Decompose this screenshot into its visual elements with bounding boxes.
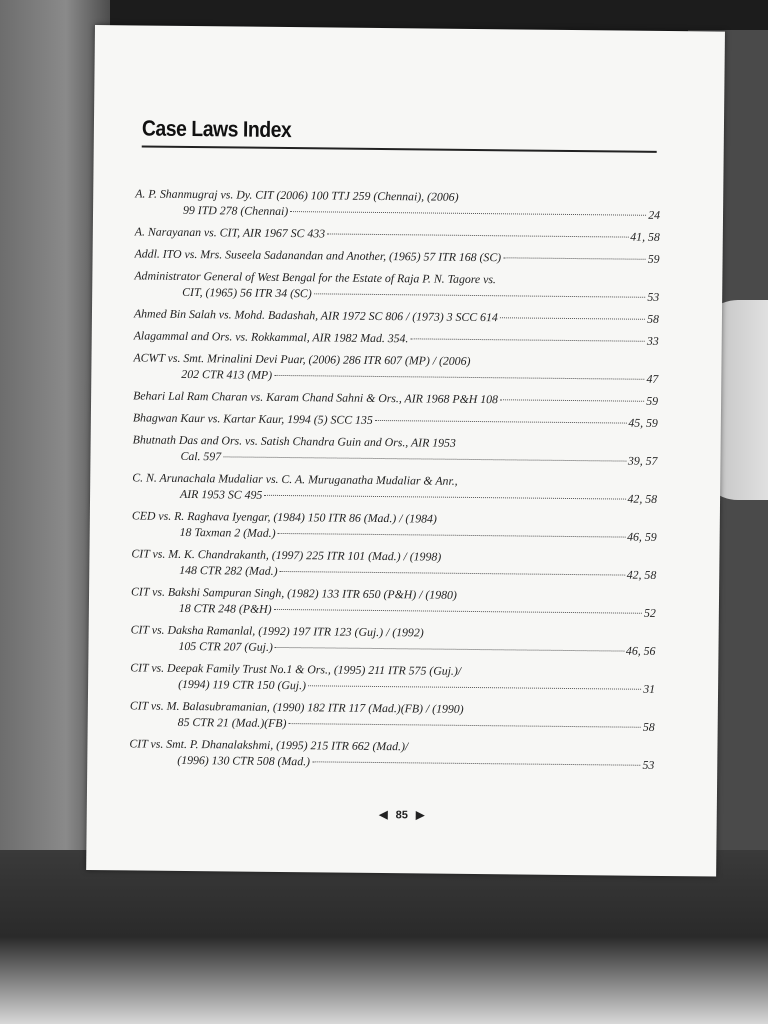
case-list	[129, 185, 660, 778]
case-entry	[134, 267, 659, 304]
case-entry	[131, 545, 656, 582]
case-entry	[134, 305, 659, 326]
case-citation-line1: CIT vs. Bakshi Sampuran Singh, (1982) 133 ITR 650 (P&H) / (1980)	[130, 584, 457, 602]
case-citation-text: 18 CTR 248 (P&H)	[178, 600, 272, 616]
case-citation-line1: CIT vs. Deepak Family Trust No.1 & Ors., (1995) 211 ITR 575 (Guj.)/	[130, 660, 462, 678]
case-citation-line	[133, 409, 658, 430]
dot-leader	[327, 233, 628, 237]
case-page-ref: 24	[648, 207, 661, 222]
page-number: 85	[395, 809, 408, 822]
case-entry	[131, 583, 656, 620]
dot-leader	[410, 338, 645, 341]
case-entry	[130, 621, 655, 658]
case-citation-line1: Bhutnath Das and Ors. vs. Satish Chandra Guin and Ors., AIR 1953	[132, 432, 456, 450]
dot-leader	[312, 761, 640, 765]
case-page-ref: 58	[647, 311, 660, 326]
case-citation-text: (1994) 119 CTR 150 (Guj.)	[178, 676, 307, 693]
case-page-ref: 53	[647, 289, 660, 304]
case-citation-text: Behari Lal Ram Charan vs. Karam Chand Sahni & Ors., AIR 1968 P&H 108	[133, 388, 499, 407]
dot-leader	[308, 685, 641, 689]
case-citation-line1: C. N. Arunachala Mudaliar vs. C. A. Muruganatha Mudaliar & Anr.,	[132, 470, 458, 488]
case-page-ref: 45, 59	[628, 415, 658, 430]
case-entry	[132, 507, 657, 544]
case-citation-text: 18 Taxman 2 (Mad.)	[179, 524, 276, 540]
dot-leader	[223, 456, 626, 461]
case-entry	[134, 327, 659, 348]
case-citation-text: 202 CTR 413 (MP)	[181, 366, 273, 382]
case-page-ref: 39, 57	[627, 453, 658, 468]
case-citation-line1: CIT vs. Daksha Ramanlal, (1992) 197 ITR 123 (Guj.) / (1992)	[130, 622, 424, 640]
case-page-ref: 46, 59	[627, 529, 657, 544]
case-citation-line	[133, 387, 658, 408]
case-entry	[135, 185, 660, 222]
dot-leader	[264, 495, 625, 500]
case-citation-line1: CED vs. R. Raghava Iyengar, (1984) 150 ITR 86 (Mad.) / (1984)	[131, 508, 437, 526]
case-citation-line1: Administrator General of West Bengal for the Estate of Raja P. N. Tagore vs.	[134, 268, 496, 287]
case-entry	[133, 409, 658, 430]
case-page-ref: 59	[646, 393, 659, 408]
case-page-ref: 52	[644, 605, 656, 620]
dot-leader	[314, 293, 646, 297]
dot-leader	[375, 420, 627, 424]
case-entry	[130, 697, 655, 734]
dot-leader	[500, 317, 645, 320]
case-page-ref: 41, 58	[630, 229, 660, 244]
case-entry	[133, 349, 658, 386]
case-page-ref: 58	[642, 719, 655, 734]
case-citation-line1: CIT vs. Smt. P. Dhanalakshmi, (1995) 215 ITR 662 (Mad.)/	[129, 736, 409, 754]
dot-leader	[274, 609, 642, 614]
case-entry	[135, 245, 660, 266]
case-citation-text: 148 CTR 282 (Mad.)	[179, 562, 278, 578]
dot-leader	[280, 571, 625, 576]
case-page-ref: 59	[647, 251, 660, 266]
case-page-ref: 47	[646, 371, 659, 386]
title-rule	[142, 145, 657, 152]
case-page-ref: 33	[646, 333, 659, 348]
case-citation-text: 85 CTR 21 (Mad.)(FB)	[177, 714, 287, 731]
next-page-icon[interactable]: ▶	[415, 809, 425, 822]
case-citation-line1: ACWT vs. Smt. Mrinalini Devi Puar, (2006) 286 ITR 607 (MP) / (2006)	[133, 350, 471, 368]
case-citation-text: 99 ITD 278 (Chennai)	[182, 202, 289, 219]
case-citation-text: Bhagwan Kaur vs. Kartar Kaur, 1994 (5) SCC 135	[132, 410, 373, 427]
case-entry	[132, 431, 657, 468]
case-page-ref: 53	[642, 757, 655, 772]
case-citation-text: Addl. ITO vs. Mrs. Suseela Sadanandan and Another, (1965) 57 ITR 168 (SC)	[134, 246, 502, 265]
case-citation-line	[135, 223, 660, 244]
case-citation-text: (1996) 130 CTR 508 (Mad.)	[177, 752, 311, 769]
case-entry	[130, 659, 655, 696]
prev-page-icon[interactable]: ◀	[379, 809, 388, 822]
case-page-ref: 42, 58	[626, 567, 657, 582]
dot-leader	[290, 211, 646, 216]
case-page-ref: 42, 58	[627, 491, 658, 506]
background-bottom	[0, 850, 768, 1024]
page-number-footer	[87, 805, 717, 825]
case-citation-line1: CIT vs. M. Balasubramanian, (1990) 182 ITR 117 (Mad.)(FB) / (1990)	[129, 698, 464, 716]
case-page-ref: 31	[643, 681, 656, 696]
dot-leader	[503, 257, 646, 259]
case-citation-line1: CIT vs. M. K. Chandrakanth, (1997) 225 ITR 101 (Mad.) / (1998)	[131, 546, 442, 564]
dot-leader	[278, 533, 626, 538]
case-citation-line	[135, 245, 660, 266]
case-citation-text: 105 CTR 207 (Guj.)	[178, 638, 273, 654]
case-entry	[133, 387, 658, 408]
dot-leader	[275, 647, 624, 652]
case-citation-text: CIT, (1965) 56 ITR 34 (SC)	[182, 284, 312, 301]
book-page	[86, 25, 725, 877]
case-page-ref: 46, 56	[625, 643, 656, 658]
page-title: Case Laws Index	[141, 115, 292, 143]
case-citation-text: Ahmed Bin Salah vs. Mohd. Badashah, AIR 1972 SC 806 / (1973) 3 SCC 614	[133, 306, 498, 325]
dot-leader	[274, 375, 644, 380]
dot-leader	[288, 723, 640, 728]
case-citation-line	[134, 305, 659, 326]
case-citation-line1: A. P. Shanmugraj vs. Dy. CIT (2006) 100 TTJ 259 (Chennai), (2006)	[135, 186, 459, 204]
case-citation-line	[134, 327, 659, 348]
case-entry	[135, 223, 660, 244]
case-citation-text: A. Narayanan vs. CIT, AIR 1967 SC 433	[134, 224, 326, 241]
case-citation-text: AIR 1953 SC 495	[180, 486, 263, 502]
case-entry	[129, 735, 654, 772]
case-entry	[132, 469, 657, 506]
case-citation-text: Alagammal and Ors. vs. Rokkammal, AIR 1982 Mad. 354.	[133, 328, 409, 346]
case-citation-text: Cal. 597	[180, 448, 222, 464]
dot-leader	[500, 399, 644, 402]
